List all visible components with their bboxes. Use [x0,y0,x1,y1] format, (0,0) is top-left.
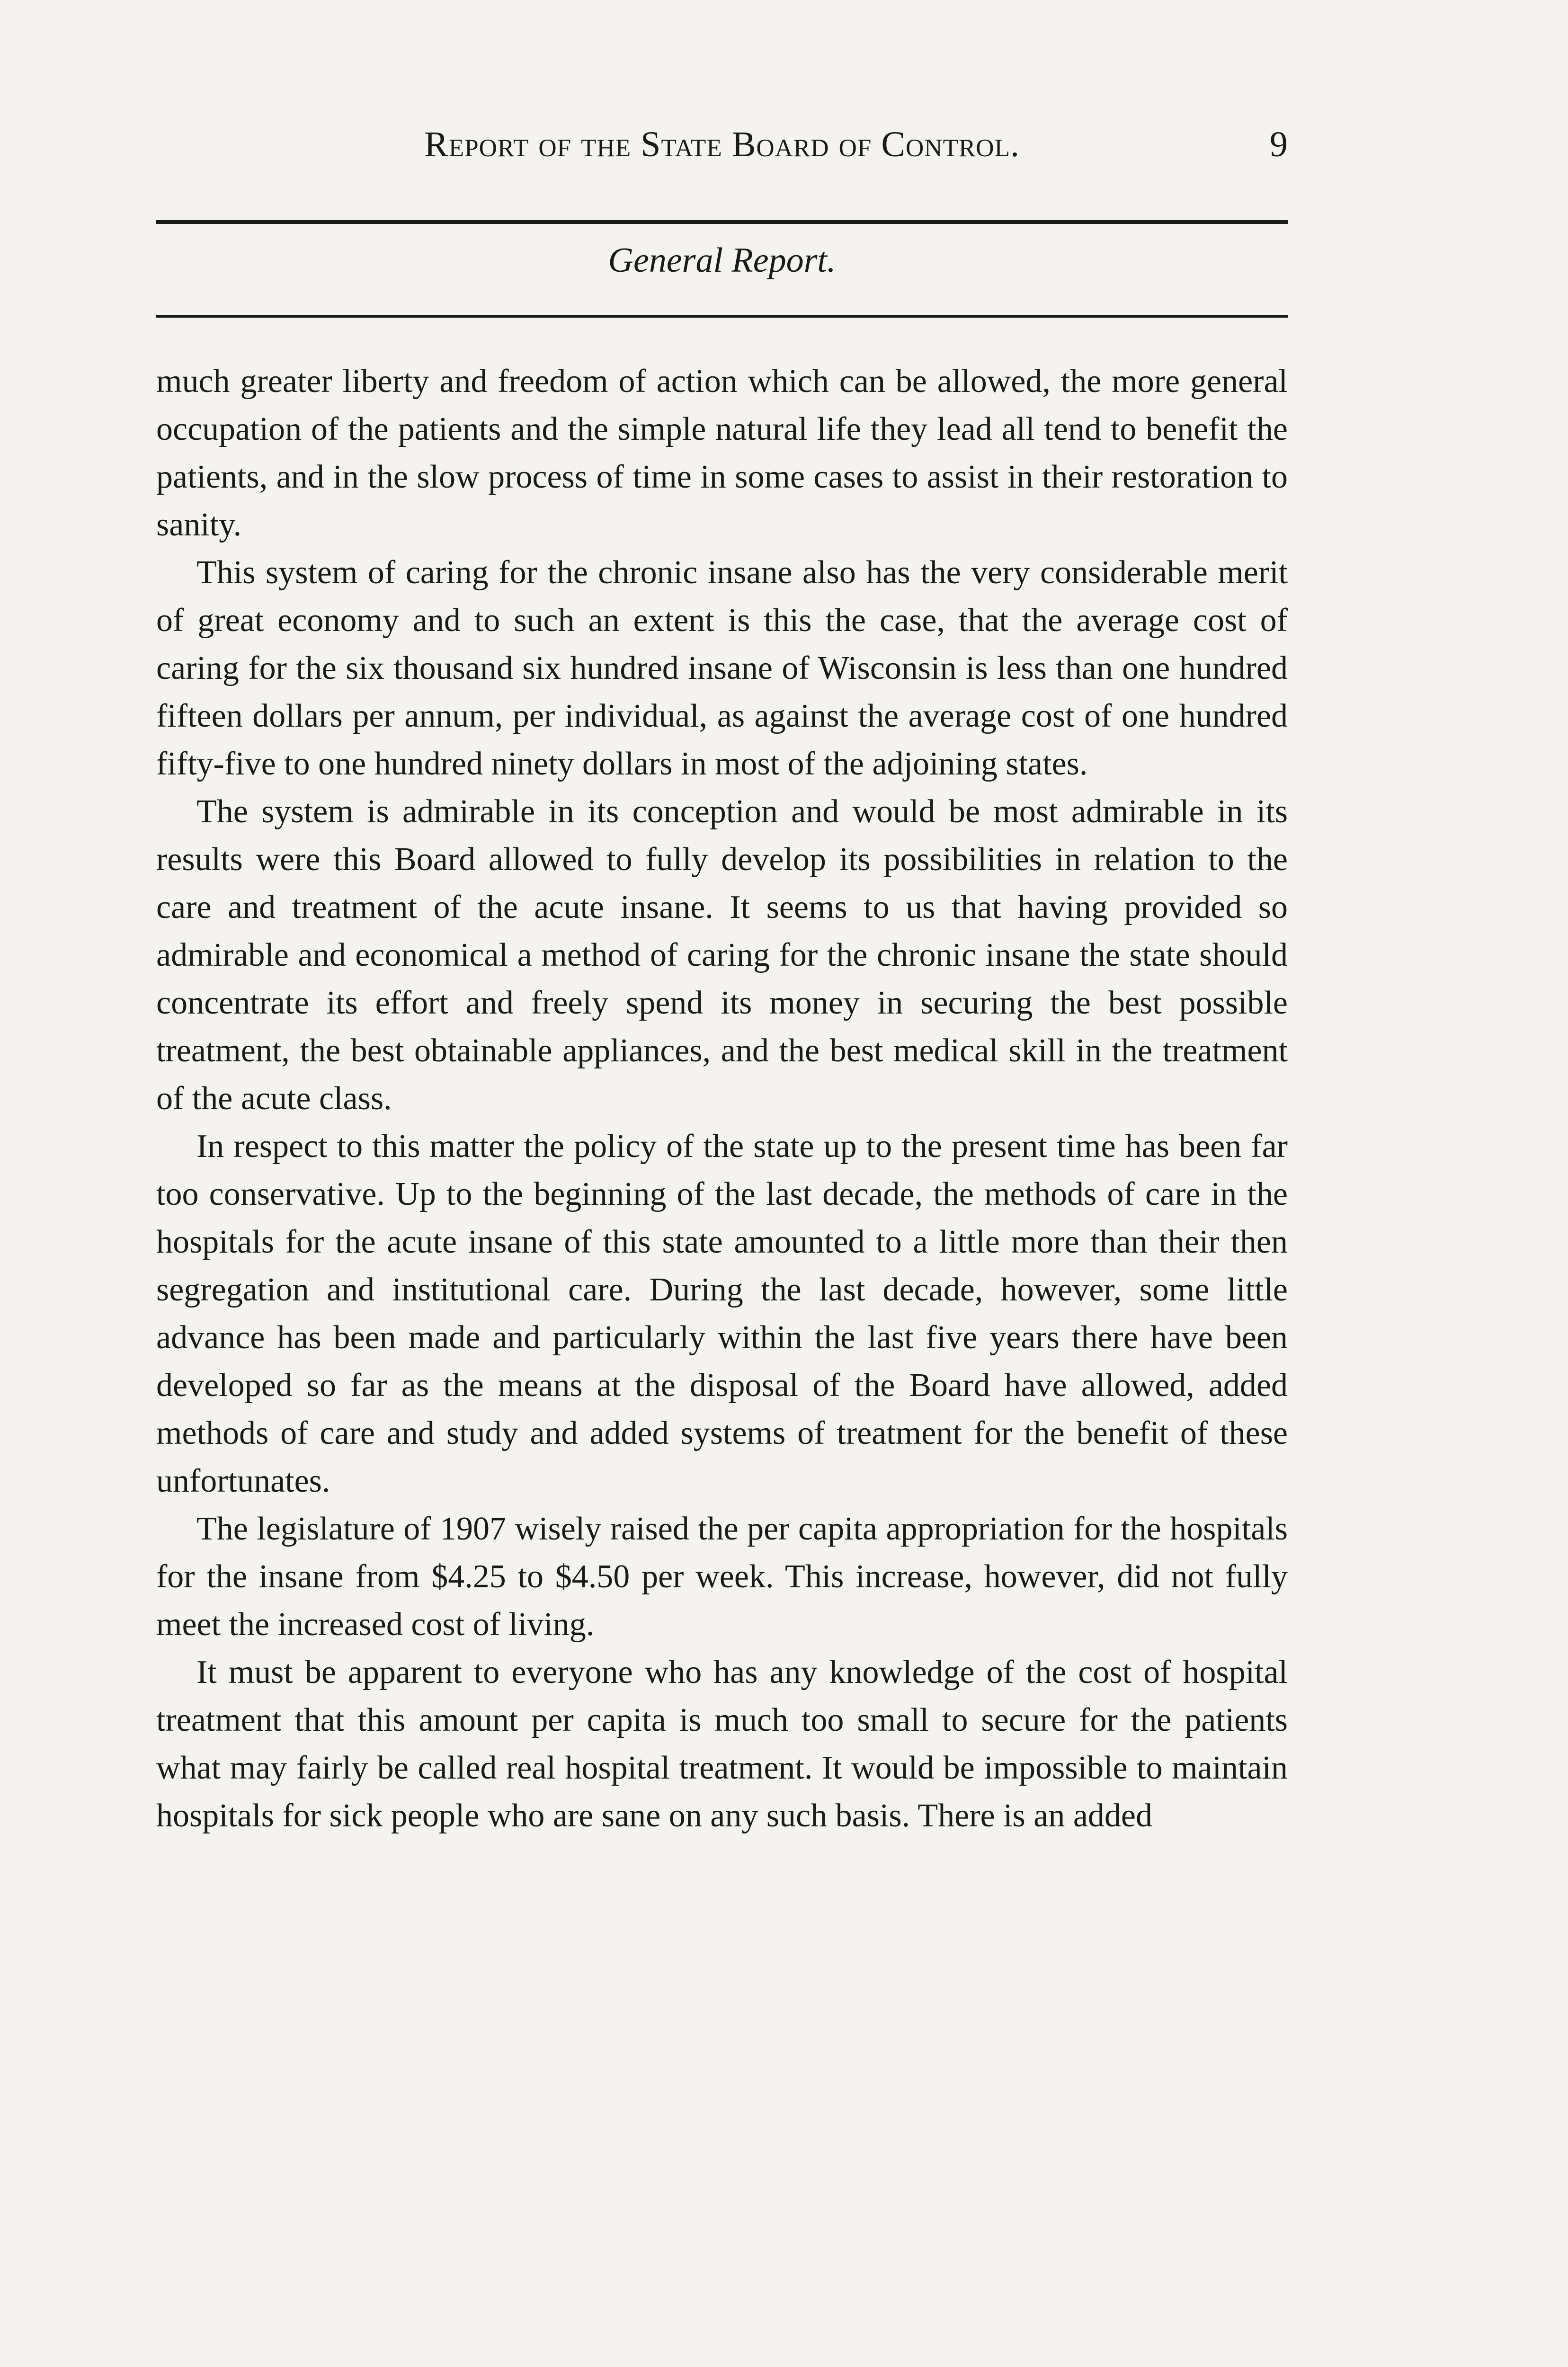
header-rule-top [156,220,1288,224]
running-title: Report of the State Board of Control. [424,125,1020,164]
header-rule-bottom [156,315,1288,318]
page-number: 9 [1270,125,1288,164]
paragraph: In respect to this matter the policy of the state up to the present time has been far too conservative. Up to the beginning of the last decade, the methods of care in the hospitals for the acute insane of this state amounted to a little more than their then segregation and institutional care. During the last decade, however, some little advance has been made and particularly within the last five years there have been developed so far as the means at the disposal of the Board have allowed, added methods of care and study and added systems of treatment for the benefit of these unfortunates. [156,1128,1288,1499]
paragraph: The legislature of 1907 wisely raised the per capita appropriation for the hospitals for the insane from $4.25 to $4.50 per week. This increase, however, did not fully meet the increased cost of living. [156,1511,1288,1643]
paragraph: It must be apparent to everyone who has any knowledge of the cost of hospital treatment that this amount per capita is much too small to secure for the patients what may fairly be called real hospital treatment. It would be impossible to maintain hospitals for sick people who are sane on any such basis. There is an added [156,1654,1288,1834]
body-text [156,357,1288,1840]
paragraph: much greater liberty and freedom of action which can be allowed, the more general occupation of the patients and the simple natural life they lead all tend to benefit the patients, and in the slow process of time in some cases to assist in their restoration to sanity. [156,363,1288,543]
section-title: General Report. [608,241,836,280]
paragraph: This system of caring for the chronic insane also has the very considerable merit of great economy and to such an extent is this the case, that the average cost of caring for the six thousand six hundred insane of Wisconsin is less than one hundred fifteen dollars per annum, per individual, as against the average cost of one hundred fifty-five to one hundred ninety dollars in most of the adjoining states. [156,554,1288,782]
paragraph: The system is admirable in its conception and would be most admirable in its results were this Board allowed to fully develop its possibilities in relation to the care and treatment of the acute insane. It seems to us that having provided so admirable and economical a method of caring for the chronic insane the state should concentrate its effort and freely spend its money in securing the best possible treatment, the best obtainable appliances, and the best medical skill in the treatment of the acute class. [156,793,1288,1117]
running-header [156,121,1288,168]
